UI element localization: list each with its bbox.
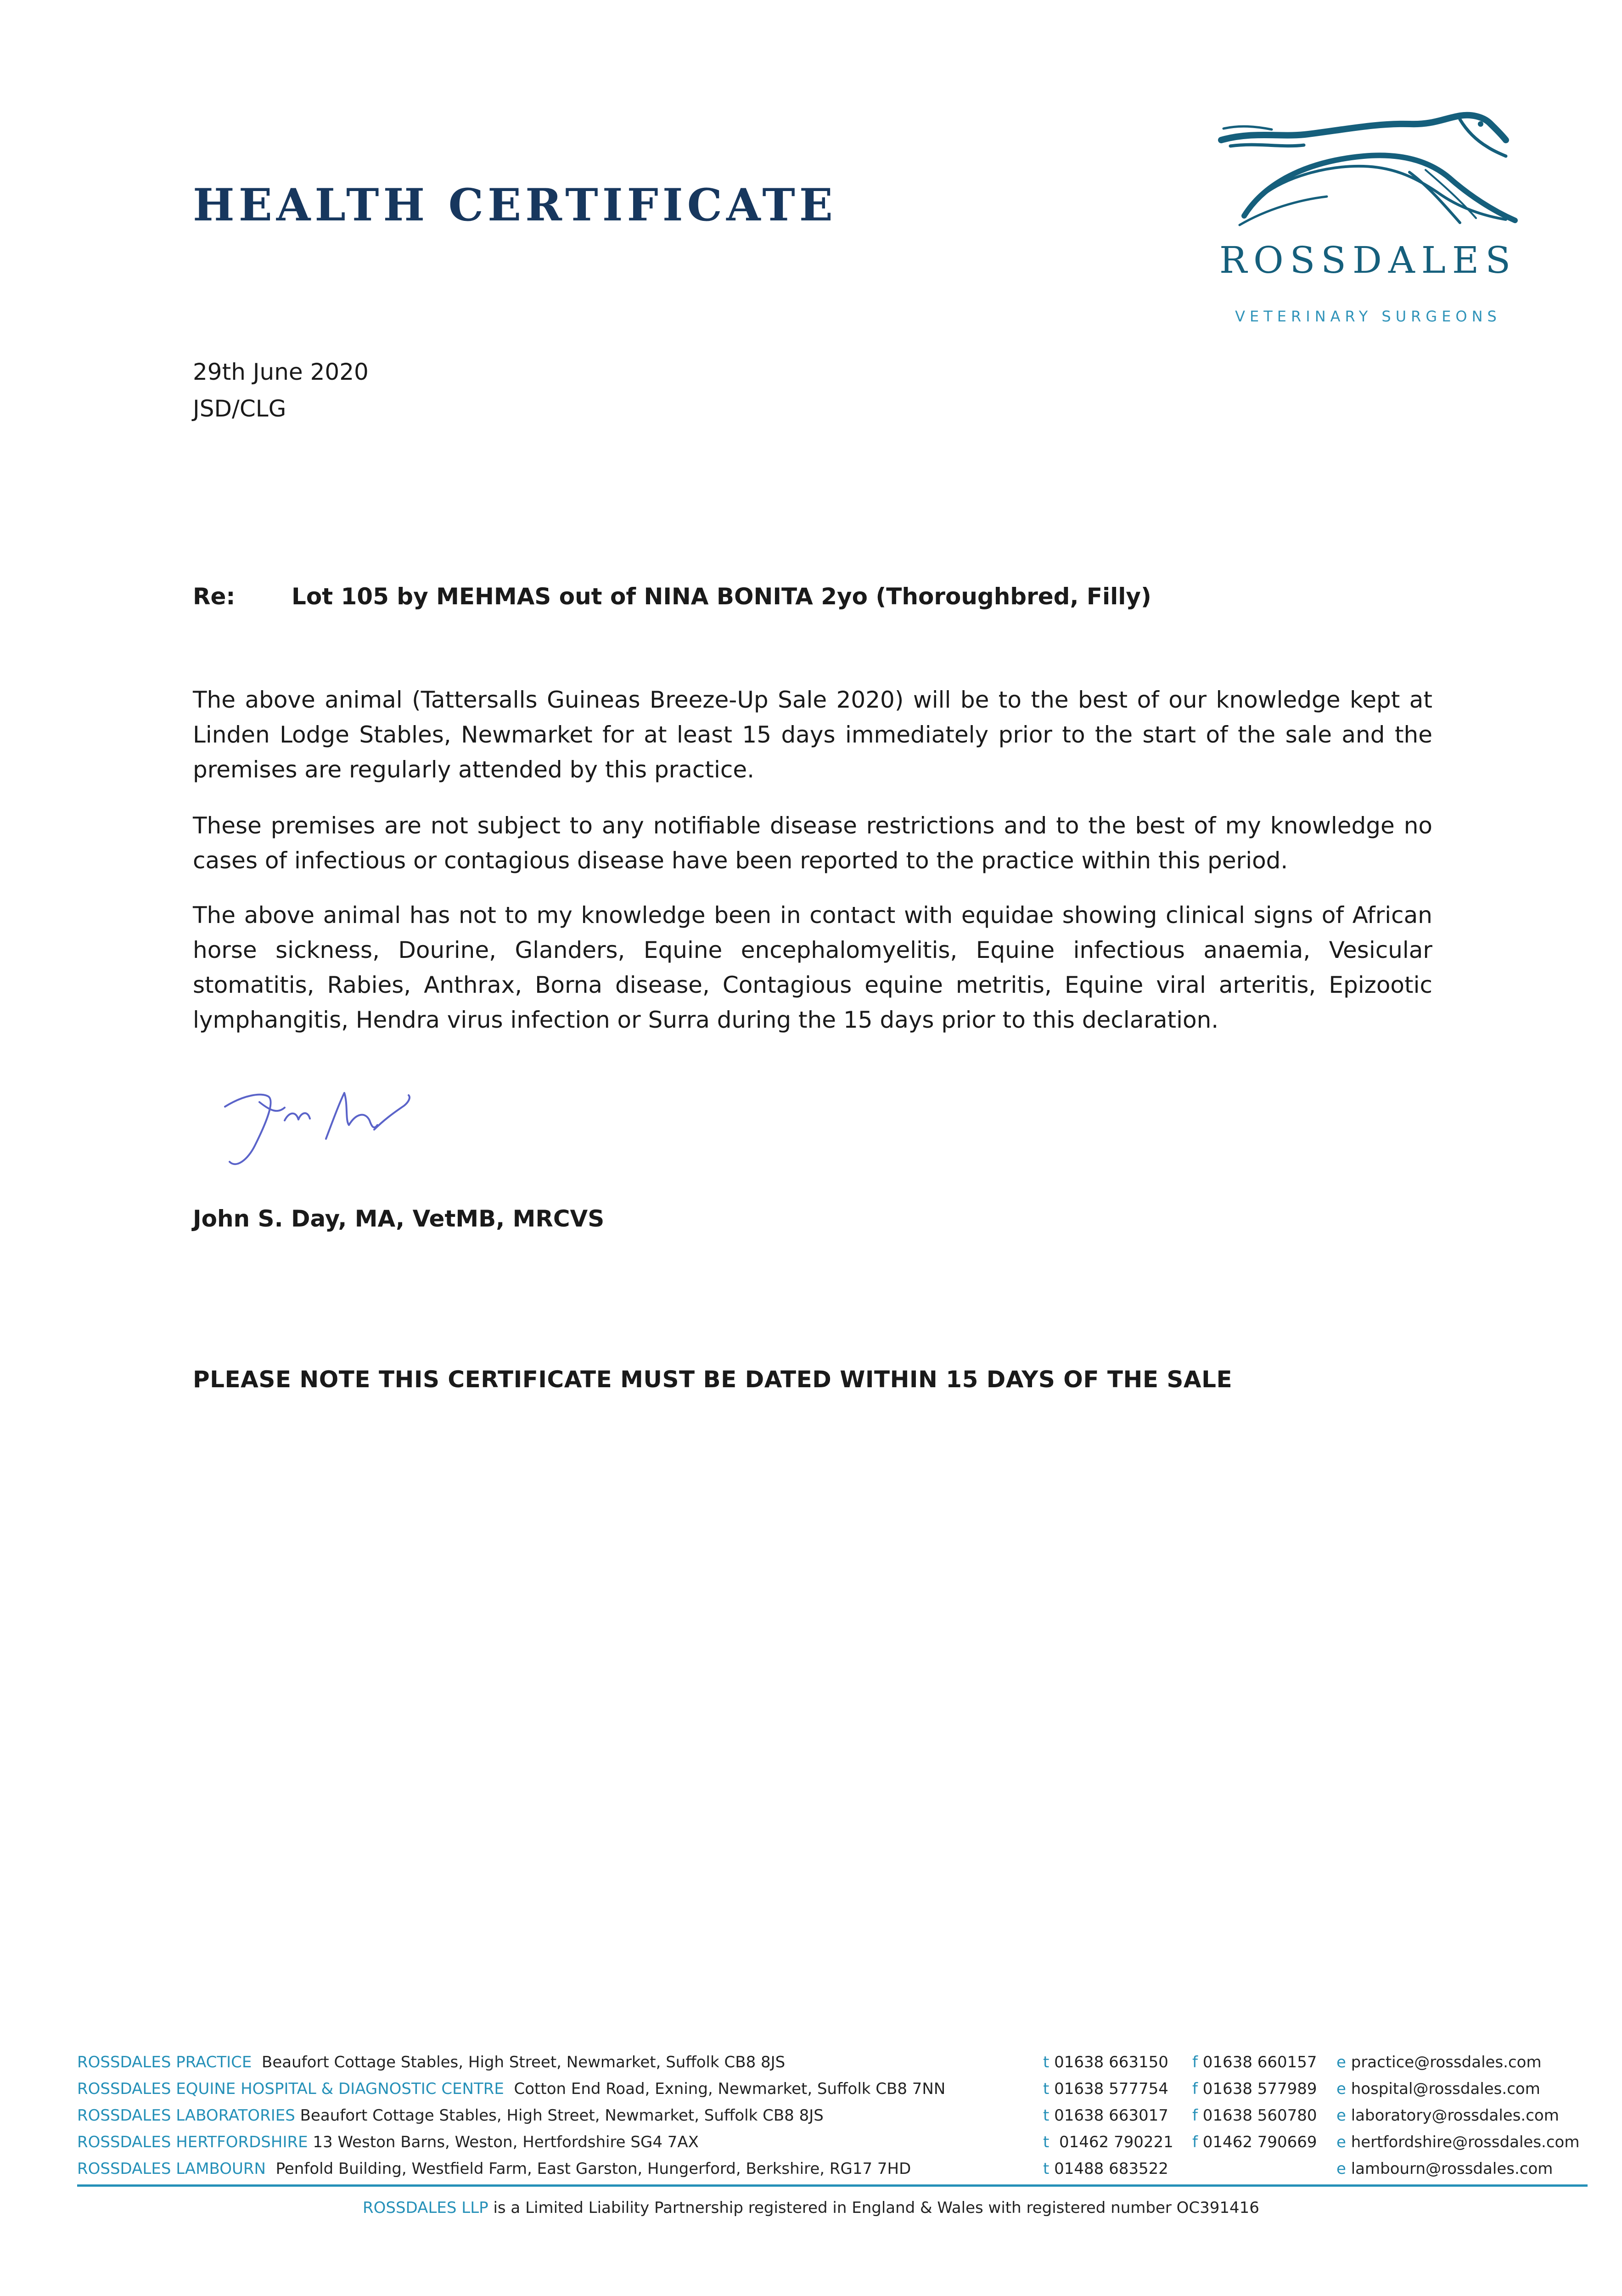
practice-fax: 01638 560780 xyxy=(1202,2106,1317,2125)
practice-phone[interactable]: 01462 790221 xyxy=(1059,2133,1173,2151)
practice-name: ROSSDALES LABORATORIES xyxy=(77,2106,295,2125)
email-prefix: e xyxy=(1336,2133,1346,2151)
footer-contacts xyxy=(77,2049,1588,2182)
footer-row xyxy=(77,2049,1588,2076)
footer-row xyxy=(77,2129,1588,2155)
email-prefix: e xyxy=(1336,2160,1346,2178)
fax-prefix: f xyxy=(1192,2053,1198,2071)
fax-prefix: f xyxy=(1192,2080,1198,2098)
practice-address: Beaufort Cottage Stables, High Street, Newmarket, Suffolk CB8 8JS xyxy=(262,2053,786,2071)
practice-email[interactable]: lambourn@rossdales.com xyxy=(1351,2160,1553,2178)
practice-phone[interactable]: 01638 663017 xyxy=(1054,2106,1168,2125)
fax-prefix: f xyxy=(1192,2106,1198,2125)
footer-divider xyxy=(77,2184,1588,2187)
legal-text: is a Limited Liability Partnership registered in England & Wales with registered number OC391416 xyxy=(493,2199,1259,2217)
practice-email[interactable]: practice@rossdales.com xyxy=(1351,2053,1542,2071)
horse-icon xyxy=(1212,106,1524,239)
subject-label: Re: xyxy=(193,583,236,610)
email-prefix: e xyxy=(1336,2053,1346,2071)
tel-prefix: t xyxy=(1043,2080,1050,2098)
practice-fax: 01638 660157 xyxy=(1202,2053,1317,2071)
page-title: HEALTH CERTIFICATE xyxy=(193,179,837,231)
practice-address: Cotton End Road, Exning, Newmarket, Suffolk CB8 7NN xyxy=(514,2080,946,2098)
practice-phone[interactable]: 01488 683522 xyxy=(1054,2160,1168,2178)
handwritten-signature xyxy=(216,1070,455,1176)
practice-name: ROSSDALES EQUINE HOSPITAL & DIAGNOSTIC CENTRE xyxy=(77,2080,504,2098)
practice-email[interactable]: hertfordshire@rossdales.com xyxy=(1351,2133,1580,2151)
practice-name: ROSSDALES HERTFORDSHIRE xyxy=(77,2133,308,2151)
practice-name: ROSSDALES LAMBOURN xyxy=(77,2160,266,2178)
legal-entity-name: ROSSDALES LLP xyxy=(363,2199,488,2217)
body-paragraph: The above animal (Tattersalls Guineas Breeze-Up Sale 2020) will be to the best of our knowledge kept at Linden Lodge Stables, Newmarket for at least 15 days immediately prior to the start of the sale and the premises are regularly attended by this practice. xyxy=(193,687,1432,783)
tel-prefix: t xyxy=(1043,2053,1050,2071)
footer-row xyxy=(77,2102,1588,2129)
practice-fax: 01638 577989 xyxy=(1202,2080,1317,2098)
practice-name: ROSSDALES PRACTICE xyxy=(77,2053,252,2071)
email-prefix: e xyxy=(1336,2106,1346,2125)
dating-notice: PLEASE NOTE THIS CERTIFICATE MUST BE DATED WITHIN 15 DAYS OF THE SALE xyxy=(193,1366,1233,1393)
practice-address: Beaufort Cottage Stables, High Street, Newmarket, Suffolk CB8 8JS xyxy=(300,2106,824,2125)
letter-date: 29th June 2020 xyxy=(193,359,369,385)
footer-row xyxy=(77,2076,1588,2102)
body-paragraph: The above animal has not to my knowledge been in contact with equidae showing clinical signs of African horse sickness, Dourine, Glanders, Equine encephalomyelitis, Equine infectious anaemia, Vesicular stomatitis, Rabies, Anthrax, Borna disease, Contagious equine metritis, Equine viral arteritis, Epizootic lymphangitis, Hendra virus infection or Surra during the 15 days prior to this declaration. xyxy=(193,902,1432,1033)
practice-address: 13 Weston Barns, Weston, Hertfordshire SG4 7AX xyxy=(313,2133,699,2151)
subject-text: Lot 105 by MEHMAS out of NINA BONITA 2yo (Thoroughbred, Filly) xyxy=(292,583,1151,610)
tel-prefix: t xyxy=(1043,2133,1050,2151)
rossdales-logo xyxy=(1212,106,1524,344)
practice-phone[interactable]: 01638 663150 xyxy=(1054,2053,1168,2071)
practice-email[interactable]: laboratory@rossdales.com xyxy=(1351,2106,1559,2125)
practice-fax: 01462 790669 xyxy=(1202,2133,1317,2151)
practice-email[interactable]: hospital@rossdales.com xyxy=(1351,2080,1540,2098)
legal-notice xyxy=(0,2199,1622,2217)
letter-reference: JSD/CLG xyxy=(193,395,286,422)
logo-wordmark: ROSSDALES xyxy=(1219,239,1517,281)
practice-address: Penfold Building, Westfield Farm, East Garston, Hungerford, Berkshire, RG17 7HD xyxy=(275,2160,911,2178)
logo-subtitle: VETERINARY SURGEONS xyxy=(1235,308,1501,325)
tel-prefix: t xyxy=(1043,2106,1050,2125)
signatory-name: John S. Day, MA, VetMB, MRCVS xyxy=(193,1205,605,1232)
body-paragraph: These premises are not subject to any notifiable disease restrictions and to the best of my knowledge no cases of infectious or contagious disease have been reported to the practice within this period. xyxy=(193,812,1432,874)
subject-line xyxy=(193,583,1151,610)
email-prefix: e xyxy=(1336,2080,1346,2098)
practice-phone[interactable]: 01638 577754 xyxy=(1054,2080,1168,2098)
footer-row xyxy=(77,2155,1588,2182)
fax-prefix: f xyxy=(1192,2133,1198,2151)
tel-prefix: t xyxy=(1043,2160,1050,2178)
